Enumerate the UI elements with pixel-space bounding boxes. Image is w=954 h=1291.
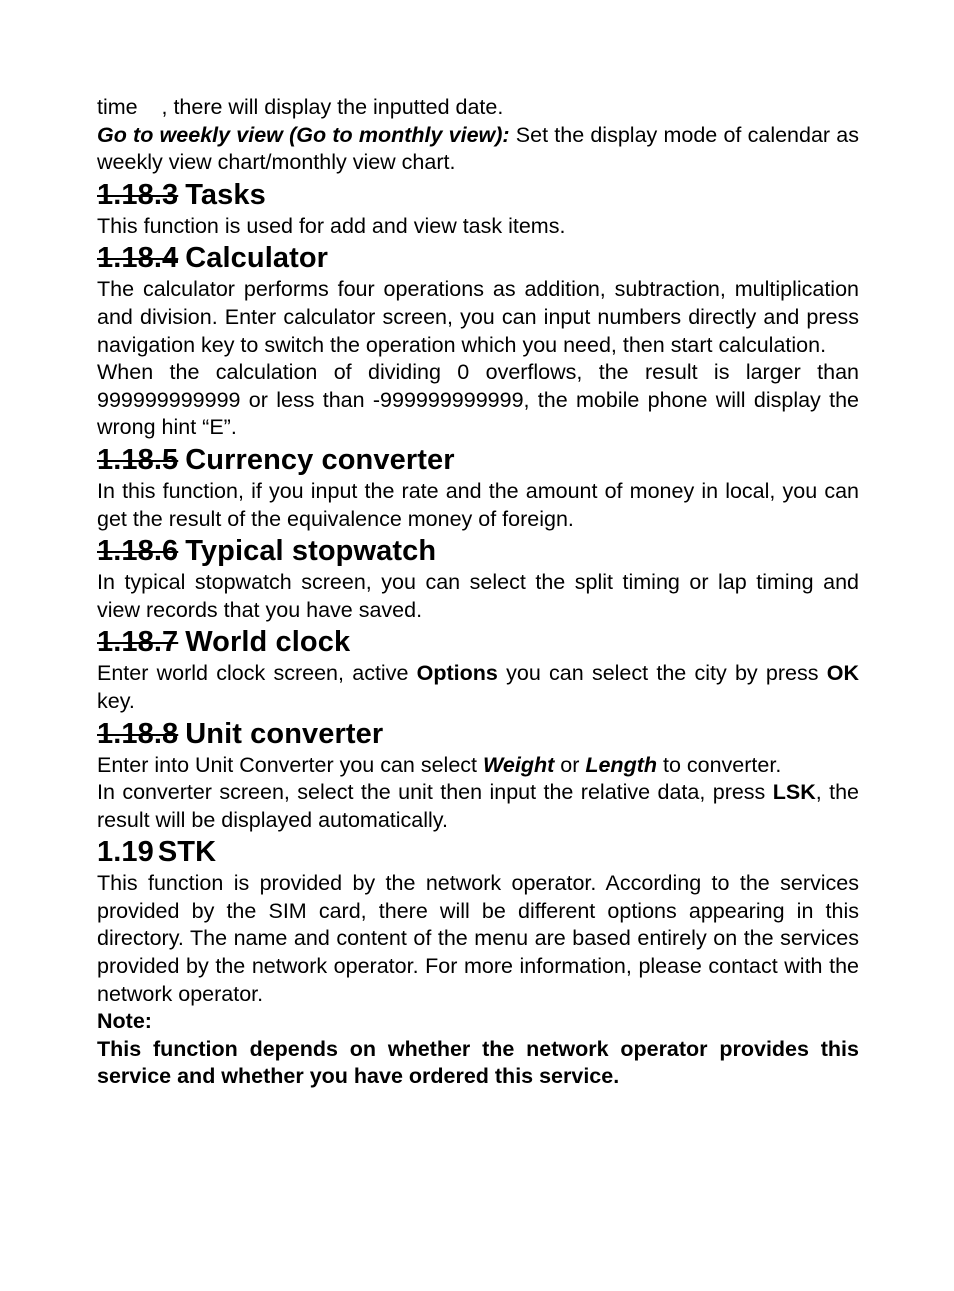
heading-tasks-title: Tasks: [185, 178, 266, 211]
heading-unit-title: Unit converter: [185, 717, 384, 750]
unit-para2-b: , the result will be displayed automatically.: [97, 780, 859, 832]
unit-or: or: [554, 752, 586, 777]
heading-currency-number: 1.18.5: [97, 443, 179, 476]
heading-tasks-number: 1.18.3: [97, 178, 179, 211]
heading-stk-number: 1.19: [97, 836, 154, 869]
weekly-view-label: Go to weekly view (Go to monthly view):: [97, 122, 510, 147]
heading-stopwatch-title: Typical stopwatch: [185, 535, 437, 568]
unit-text-a: Enter into Unit Converter you can select: [97, 752, 483, 777]
unit-text-b: to converter.: [657, 752, 782, 777]
stk-text: This function is provided by the network operator. According to the services provided by the SIM card, there will be different options appearing in this directory. The name and content of the menu are based entirely on the services provided by the network operator. For more information, please contact with the network operator.: [97, 871, 859, 1006]
unit-lsk-keyword: LSK: [772, 780, 816, 805]
stopwatch-text: In typical stopwatch screen, you can select the split timing or lap timing and view records that you have saved.: [97, 570, 859, 622]
calculator-para-1: The calculator performs four operations as addition, subtraction, multiplication and division. Enter calculator screen, you can input numbers directly and press navigation key to switch the operation which you need, then start calculation.: [97, 277, 859, 357]
heading-calculator-number: 1.18.4: [97, 242, 179, 275]
unit-para-2: [97, 779, 859, 834]
worldclock-text: [97, 660, 859, 715]
heading-calculator: [97, 240, 859, 276]
heading-stk: [97, 834, 859, 870]
worldclock-text-a: Enter world clock screen, active: [97, 661, 417, 686]
worldclock-options-keyword: Options: [416, 661, 498, 686]
currency-text: In this function, if you input the rate and the amount of money in local, you can get the result of the equivalence money of foreign.: [97, 478, 859, 531]
intro-line: time , there will display the inputted date.: [97, 95, 504, 119]
heading-worldclock-number: 1.18.7: [97, 626, 179, 659]
heading-stopwatch-number: 1.18.6: [97, 535, 179, 568]
heading-currency: [97, 442, 859, 478]
worldclock-text-b: you can select the city by press: [497, 661, 827, 686]
weekly-view-paragraph: [97, 122, 859, 177]
unit-text: [97, 752, 859, 780]
heading-calculator-title: Calculator: [185, 242, 329, 275]
note-label: Note:: [97, 1009, 152, 1034]
heading-tasks: [97, 177, 859, 213]
weekly-view-text: Set the display mode of calendar as weekly view chart/monthly view chart.: [97, 122, 859, 175]
calculator-para-2: When the calculation of dividing 0 overflows, the result is larger than 999999999999 or less than -999999999999, the mobile phone will display the wrong hint “E”.: [97, 360, 859, 440]
heading-worldclock: [97, 624, 859, 660]
heading-unit: [97, 716, 859, 752]
document-page: [97, 94, 859, 1091]
note-text: This function depends on whether the network operator provides this service and whether you have ordered this service.: [97, 1036, 859, 1089]
heading-currency-title: Currency converter: [185, 443, 455, 476]
unit-para2-a: In converter screen, select the unit then input the relative data, press: [97, 780, 773, 805]
worldclock-text-c: key.: [97, 688, 135, 713]
tasks-text: This function is used for add and view task items.: [97, 213, 566, 238]
heading-worldclock-title: World clock: [185, 626, 351, 659]
unit-length-keyword: Length: [585, 752, 657, 777]
heading-unit-number: 1.18.8: [97, 717, 179, 750]
heading-stopwatch: [97, 533, 859, 569]
unit-weight-keyword: Weight: [483, 752, 555, 777]
worldclock-ok-keyword: OK: [826, 661, 859, 686]
heading-stk-title: STK: [157, 836, 217, 869]
